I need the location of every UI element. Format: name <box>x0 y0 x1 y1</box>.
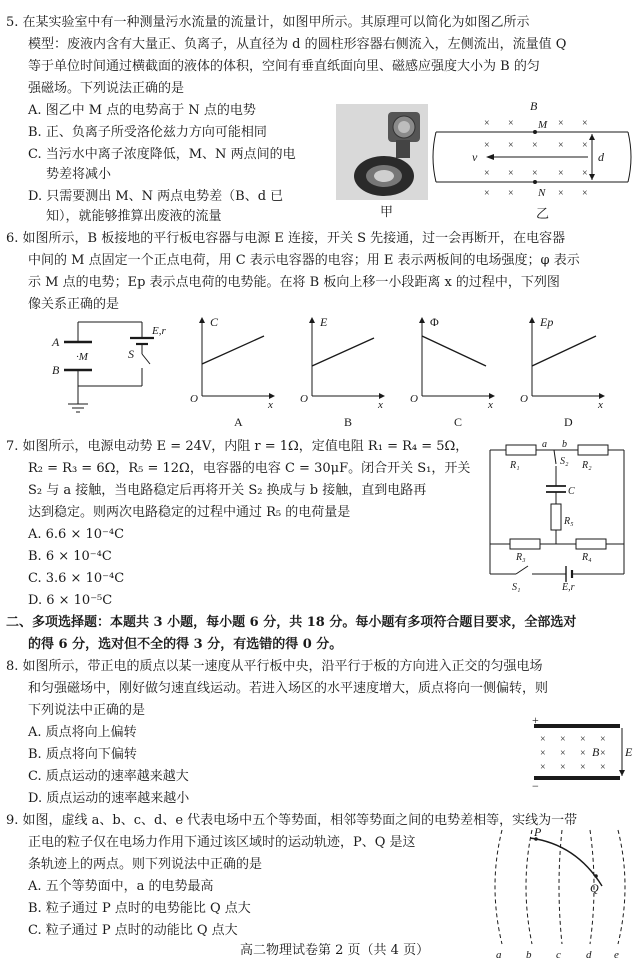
svg-text:×: × <box>600 762 606 773</box>
q7-stem-line-2: R₂ = R₃ = 6Ω，R₅ = 12Ω，电容器的电容 C = 30μF。闭合开关 S₁，开关 <box>28 461 471 476</box>
svg-text:e: e <box>614 949 619 960</box>
minus-plate-label: − <box>532 779 539 790</box>
q5-option-d-cont: 知），就能够推算出废液的流量 <box>46 209 222 224</box>
svg-text:C: C <box>454 415 463 429</box>
svg-text:S₂: S₂ <box>560 456 569 467</box>
svg-text:×: × <box>558 140 564 151</box>
q9-stem-line-3: 条轨迹上的两点。则下列说法中正确的是 <box>28 857 263 872</box>
svg-text:R₅: R₅ <box>564 516 574 527</box>
point-P-label: P <box>534 826 542 839</box>
q7-stem-line-4: 达到稳定。则两次电路稳定的过程中通过 R₅ 的电荷量是 <box>28 505 351 520</box>
q7-option-b: B. 6 × 10⁻⁴C <box>28 549 112 564</box>
svg-text:×: × <box>582 168 588 179</box>
q5-option-c-cont: 势差将减小 <box>46 167 112 182</box>
svg-text:×: × <box>580 762 586 773</box>
svg-text:C: C <box>210 315 219 329</box>
svg-text:R₃: R₃ <box>516 552 526 563</box>
q9-stem-line-2: 正电的粒子仅在电场力作用下通过该区域时的运动轨迹，P、Q 是这 <box>28 835 416 850</box>
svg-text:R₁: R₁ <box>510 460 520 471</box>
q5-option-c: C. 当污水中离子浓度降低，M、N 两点间的电 <box>28 147 296 162</box>
q7-option-a: A. 6.6 × 10⁻⁴C <box>28 527 125 542</box>
q9-option-a: A. 五个等势面中，a 的电势最高 <box>28 879 214 894</box>
svg-text:O: O <box>190 393 198 405</box>
q7-stem-line-1: 7. 如图所示，电源电动势 E = 24V，内阻 r = 1Ω，定值电阻 R₁ = R₄ = 5Ω， <box>6 439 469 454</box>
svg-text:×: × <box>600 748 606 759</box>
label-N: N <box>538 187 546 199</box>
svg-text:×: × <box>508 168 514 179</box>
svg-text:E: E <box>320 315 328 329</box>
field-crosses <box>484 118 588 199</box>
field-B-label: B <box>592 745 600 759</box>
svg-text:×: × <box>582 118 588 129</box>
svg-text:b: b <box>526 949 532 960</box>
label-M: M <box>538 119 548 131</box>
q5-stem-line-1: 5. 在某实验室中有一种测量污水流量的流量计，如图甲所示。其原理可以简化为如图乙所示 <box>6 15 530 30</box>
q7-circuit-figure <box>482 438 632 598</box>
svg-text:×: × <box>484 118 490 129</box>
plate-B-label: B <box>52 363 60 377</box>
label-v: v <box>472 150 478 164</box>
q6-stem-line-1: 6. 如图所示，B 板接地的平行板电容器与电源 E 连接，开关 S 先接通，过一会再断开，在电容器 <box>6 231 566 246</box>
svg-text:d: d <box>586 949 592 960</box>
plus-plate-label: + <box>532 716 539 727</box>
figure-label-yi: 乙 <box>536 206 550 221</box>
svg-text:×: × <box>540 748 546 759</box>
q8-plates-figure <box>526 716 634 790</box>
graph-c <box>410 315 494 429</box>
q5-option-a: A. 图乙中 M 点的电势高于 N 点的电势 <box>28 103 256 118</box>
svg-text:x: x <box>488 399 493 411</box>
q6-stem-line-2: 中间的 M 点固定一个正点电荷，用 C 表示电容器的电容；用 E 表示两板间的电场强度；φ 表示 <box>28 253 580 268</box>
svg-text:×: × <box>558 118 564 129</box>
graph-d <box>520 315 604 429</box>
svg-text:×: × <box>540 734 546 745</box>
svg-text:×: × <box>508 118 514 129</box>
q6-stem-line-4: 像关系正确的是 <box>28 297 120 312</box>
svg-text:×: × <box>580 748 586 759</box>
svg-text:B: B <box>344 415 353 429</box>
label-B: B <box>530 99 538 113</box>
label-d: d <box>598 150 604 164</box>
svg-text:×: × <box>484 140 490 151</box>
source-Er-label: E,r <box>152 325 166 337</box>
graph-b <box>300 315 384 429</box>
section2-heading-line-2: 的得 6 分，选对但不全的得 3 分，有选错的得 0 分。 <box>28 637 343 652</box>
plate-A-label: A <box>52 335 60 349</box>
svg-text:×: × <box>600 734 606 745</box>
q5-option-b: B. 正、负离子所受洛伦兹力方向可能相同 <box>28 125 267 140</box>
svg-text:×: × <box>558 188 564 199</box>
svg-text:Ep: Ep <box>540 315 554 329</box>
svg-text:a: a <box>542 439 547 450</box>
q5-stem-line-4: 强磁场。下列说法正确的是 <box>28 81 185 96</box>
svg-text:O: O <box>300 393 308 405</box>
svg-text:C: C <box>568 486 575 497</box>
svg-text:×: × <box>532 140 538 151</box>
field-E-label: E <box>625 745 633 759</box>
q9-stem-line-1: 9. 如图，虚线 a、b、c、d、e 代表电场中五个等势面，相邻等势面之间的电势差相等，实线为一带 <box>6 813 578 828</box>
svg-text:×: × <box>582 188 588 199</box>
q8-option-a: A. 质点将向上偏转 <box>28 725 137 740</box>
point-Q-label: Q <box>590 881 599 895</box>
q8-stem-line-1: 8. 如图所示，带正电的质点以某一速度从平行板中央，沿平行于板的方向进入正交的匀强电场 <box>6 659 543 674</box>
svg-text:A: A <box>234 415 243 429</box>
svg-text:×: × <box>508 140 514 151</box>
q9-equipotential-figure <box>486 826 634 960</box>
svg-text:×: × <box>558 168 564 179</box>
q5-option-d: D. 只需要测出 M、N 两点电势差（B、d 已 <box>28 189 284 204</box>
section2-heading-line-1: 二、多项选择题：本题共 3 小题，每小题 6 分，共 18 分。每小题有多项符合题目要求，全部选对 <box>6 615 577 630</box>
figure-label-jia: 甲 <box>380 204 394 218</box>
svg-text:E,r: E,r <box>562 582 575 593</box>
svg-text:×: × <box>540 762 546 773</box>
q9-option-c: C. 粒子通过 P 点时的动能比 Q 点大 <box>28 923 238 938</box>
q6-graph-options <box>188 314 628 430</box>
svg-text:a: a <box>496 949 502 960</box>
svg-text:×: × <box>560 762 566 773</box>
svg-text:×: × <box>484 188 490 199</box>
svg-text:x: x <box>378 399 383 411</box>
svg-text:×: × <box>580 734 586 745</box>
svg-text:Φ: Φ <box>430 315 439 329</box>
flowmeter-photo-figure <box>336 104 428 218</box>
q7-stem-line-3: S₂ 与 a 接触，当电路稳定后再将开关 S₂ 换成与 b 接触，直到电路再 <box>28 483 427 498</box>
svg-text:x: x <box>598 399 603 411</box>
svg-text:c: c <box>556 949 561 960</box>
svg-text:×: × <box>508 188 514 199</box>
page-footer: 高二物理试卷第 2 页（共 4 页） <box>240 943 430 958</box>
svg-text:×: × <box>560 734 566 745</box>
q8-stem-line-2: 和匀强磁场中，刚好做匀速直线运动。若进入场区的水平速度增大，质点将向一侧偏转，则 <box>28 681 549 696</box>
graph-a <box>190 315 274 429</box>
pipe-magnetic-field-figure <box>432 98 632 222</box>
q9-option-b: B. 粒子通过 P 点时的电势能比 Q 点大 <box>28 901 251 916</box>
svg-text:O: O <box>520 393 528 405</box>
svg-text:×: × <box>560 748 566 759</box>
svg-text:×: × <box>484 168 490 179</box>
q7-option-d: D. 6 × 10⁻⁵C <box>28 593 113 608</box>
q8-stem-line-3: 下列说法中正确的是 <box>28 703 146 718</box>
svg-text:×: × <box>582 140 588 151</box>
q7-option-c: C. 3.6 × 10⁻⁴C <box>28 571 125 586</box>
switch-S-label: S <box>128 347 134 361</box>
svg-text:R₄: R₄ <box>582 552 592 563</box>
q8-option-b: B. 质点将向下偏转 <box>28 747 137 762</box>
svg-text:b: b <box>562 439 567 450</box>
q5-stem-line-2: 模型：废液内含有大量正、负离子，从直径为 d 的圆柱形容器右侧流入，左侧流出，流量值 Q <box>28 37 567 52</box>
q8-option-c: C. 质点运动的速率越来越大 <box>28 769 189 784</box>
svg-text:×: × <box>532 168 538 179</box>
svg-text:O: O <box>410 393 418 405</box>
svg-text:R₂: R₂ <box>582 460 592 471</box>
svg-text:S₁: S₁ <box>512 582 521 593</box>
capacitor-circuit-figure <box>46 316 176 416</box>
svg-text:x: x <box>268 399 273 411</box>
svg-text:D: D <box>564 415 573 429</box>
q8-option-d: D. 质点运动的速率越来越小 <box>28 791 190 806</box>
q6-stem-line-3: 示 M 点的电势；Ep 表示点电荷的电势能。在将 B 板向上移一小段距离 x 的过程中，下列图 <box>28 275 560 290</box>
point-M-label: ·M <box>76 351 88 363</box>
q5-stem-line-3: 等于单位时间通过横截面的液体的体积，空间有垂直纸面向里、磁感应强度大小为 B 的匀 <box>28 59 540 74</box>
